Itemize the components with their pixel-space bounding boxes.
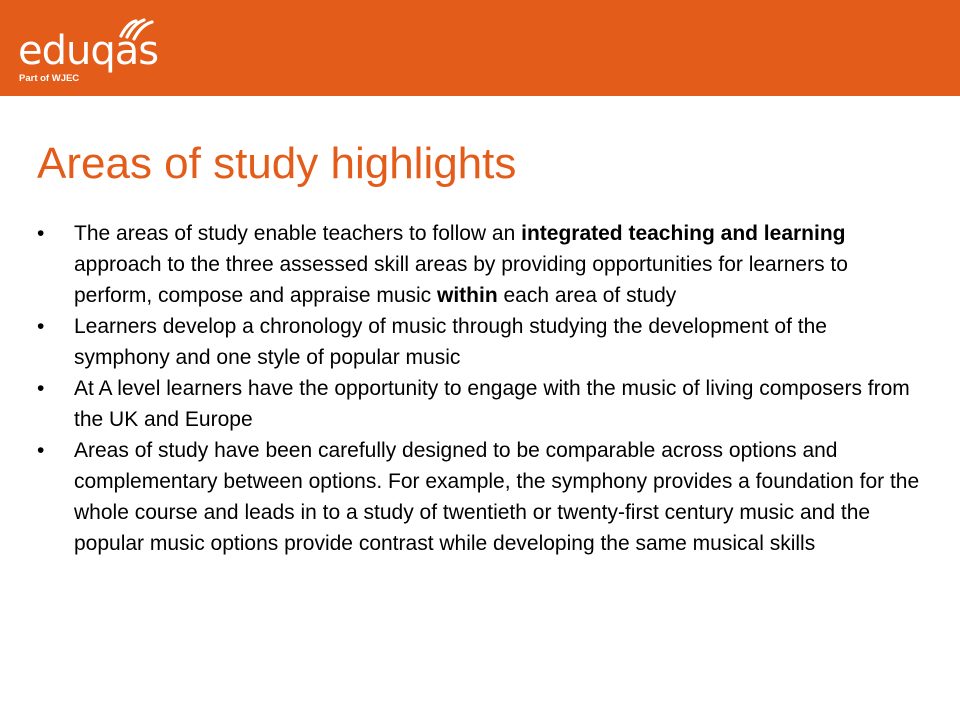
logo-wordmark: eduqas <box>18 28 159 74</box>
bullet-text <box>74 377 910 431</box>
bullet-list <box>37 218 927 559</box>
bullet-text-run: each area of study <box>497 284 677 307</box>
bullet-text-bold: within <box>437 284 498 307</box>
bullet-text-run: approach to the three assessed skill areas by providing opportunities for learners to perform, compose and appraise music <box>74 253 848 307</box>
bullet-item <box>37 373 927 435</box>
bullet-marker: • <box>37 315 45 338</box>
header-bar <box>0 0 960 96</box>
bullet-text-bold: integrated teaching and learning <box>521 222 846 245</box>
bullet-text-run: Areas of study have been carefully designed to be comparable across options and complementary between options. For example, the symphony provides a foundation for the whole course and leads in to a study of twentieth or twenty-first century music and the popular music options provide contrast while developing the same musical skills <box>74 439 920 555</box>
bullet-text-run: Learners develop a chronology of music through studying the development of the symphony and one style of popular music <box>74 315 827 369</box>
logo-tagline: Part of WJEC <box>19 73 80 84</box>
eduqas-logo <box>18 12 168 88</box>
slide-title: Areas of study highlights <box>37 139 517 188</box>
bullet-marker: • <box>37 439 45 462</box>
bullet-text <box>74 439 919 555</box>
bullet-item <box>37 218 927 311</box>
bullet-marker: • <box>37 377 45 400</box>
bullet-marker: • <box>37 222 45 245</box>
bullet-text <box>74 222 848 307</box>
bullet-item <box>37 435 927 559</box>
bullet-item <box>37 311 927 373</box>
bullet-text-run: At A level learners have the opportunity to engage with the music of living composers from the UK and Europe <box>74 377 910 431</box>
bullet-text-run: The areas of study enable teachers to follow an <box>74 222 522 245</box>
bullet-text <box>74 315 827 369</box>
